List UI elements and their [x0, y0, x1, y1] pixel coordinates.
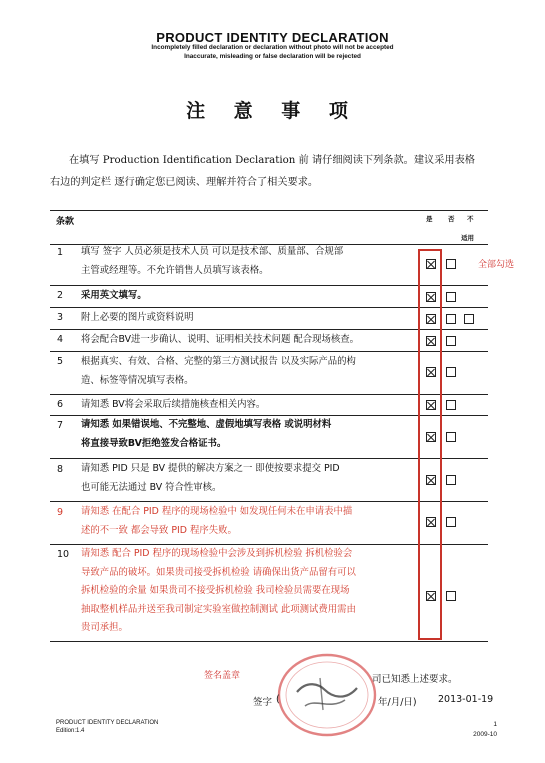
table-header-item: 条款	[56, 217, 75, 227]
sign-label: 签字	[253, 697, 273, 708]
checkbox-no[interactable]	[446, 314, 456, 324]
footer-doc-name: PRODUCT IDENTITY DECLARATION	[56, 720, 159, 726]
row-number: 8	[57, 464, 64, 475]
sign-open-paren: (	[276, 694, 280, 705]
footer-right	[473, 720, 497, 740]
row-line: 请知悉 在配合 PID 程序的现场检验中 如发现任何未在申请表中描	[81, 506, 353, 517]
company-stamp-icon	[275, 650, 380, 740]
checkbox-no[interactable]	[446, 400, 456, 410]
checkbox-not-applicable[interactable]	[464, 314, 474, 324]
row-number: 4	[57, 334, 64, 345]
column-header-no: 否	[448, 215, 455, 223]
footer-page-number: 1	[493, 721, 497, 728]
table-row-text	[81, 503, 413, 540]
row-line: 附上必要的图片或资料说明	[81, 312, 194, 323]
intro-line-2: 右边的判定栏 逐行确定您已阅读、理解并符合了相关要求。	[50, 177, 319, 188]
row-line: 填写 签字 人员必须是技术人员 可以是技术部、质量部、合规部	[81, 246, 344, 257]
row-number: 9	[57, 507, 64, 518]
row-number: 3	[57, 312, 64, 323]
row-number: 1	[57, 247, 64, 258]
document-title: PRODUCT IDENTITY DECLARATION	[156, 30, 389, 45]
notice-title: 注 意 事 项	[186, 100, 359, 122]
row-line: 将会配合BV进一步确认、说明、证明相关技术问题 配合现场核查。	[81, 334, 360, 345]
row-line: 根据真实、有效、合格、完整的第三方测试报告 以及实际产品的构	[81, 356, 356, 367]
table-row-text	[81, 416, 413, 453]
confirm-text: 司已知悉上述要求。	[372, 674, 458, 685]
row-line: 也可能无法通过 BV 符合性审核。	[81, 481, 222, 493]
checkbox-no[interactable]	[446, 336, 456, 346]
row-number: 5	[57, 356, 64, 367]
footer-left	[56, 720, 158, 735]
select-all-annotation: 全部勾选	[478, 260, 515, 270]
table-bottom-rule	[50, 641, 488, 642]
row-line: 请知悉 如果错误地、不完整地、虚假地填写表格 或说明材料	[81, 419, 332, 430]
table-row-text	[81, 460, 413, 497]
footer-date: 2009-10	[473, 731, 497, 738]
row-line: 抽取整机样品并送至我司制定实验室做控制测试 此项测试费用需由	[81, 603, 356, 615]
row-line: 请知悉 BV将会采取后续措施核查相关内容。	[81, 399, 266, 410]
intro-line-1: 在填写 Production Identification Declaration 前 请仔细阅读下列条款。建议采用表格	[69, 155, 475, 166]
row-line: 拆机检验的余量 如果贵司不接受拆机检验 我司检验员需要在现场	[81, 585, 350, 596]
column-header-na-1: 不	[467, 215, 474, 223]
checkbox-no[interactable]	[446, 475, 456, 485]
column-header-na-2: 适用	[461, 234, 474, 242]
row-number: 10	[57, 549, 70, 560]
checkbox-no[interactable]	[446, 292, 456, 302]
table-row-text	[81, 243, 413, 280]
row-line: 采用英文填写。	[81, 290, 147, 301]
row-line: 主管或经理等。不允许销售人员填写该表格。	[81, 264, 269, 276]
row-line: 造、标签等情况填写表格。	[81, 374, 194, 386]
document-subtitle-1: Incompletely filled declaration or declaration without photo will not be accepted	[151, 44, 394, 51]
checkbox-no[interactable]	[446, 367, 456, 377]
date-label: 年/月/日)	[378, 697, 417, 708]
checkbox-no[interactable]	[446, 432, 456, 442]
row-line: 导致产品的破坏。如果贵司接受拆机检验 请确保出货产品留有可以	[81, 566, 356, 578]
checkbox-no[interactable]	[446, 517, 456, 527]
row-line: 贵司承担。	[81, 622, 128, 633]
table-row-text	[81, 287, 413, 306]
row-line: 将直接导致BV拒绝签发合格证书。	[81, 437, 227, 449]
row-line: 述的不一致 都会导致 PID 程序失败。	[81, 524, 237, 536]
intro-paragraph	[50, 150, 500, 194]
checkbox-no[interactable]	[446, 591, 456, 601]
row-number: 7	[57, 420, 64, 431]
select-all-highlight-box	[418, 249, 442, 640]
table-row-text	[81, 545, 413, 638]
table-row-text	[81, 353, 413, 390]
table-row-text	[81, 331, 413, 350]
checkbox-no[interactable]	[446, 259, 456, 269]
row-line: 请知悉 配合 PID 程序的现场检验中会涉及到拆机检验 拆机检验会	[81, 548, 353, 559]
row-line: 请知悉 PID 只是 BV 提供的解决方案之一 即使按要求提交 PID	[81, 463, 340, 474]
column-header-yes: 是	[426, 215, 433, 223]
table-row-text	[81, 396, 413, 415]
table-top-rule	[50, 210, 488, 211]
sign-stamp-annotation: 签名盖章	[204, 671, 241, 681]
footer-edition: Edition:1.4	[56, 727, 85, 734]
date-value: 2013-01-19	[438, 694, 494, 705]
row-number: 6	[57, 399, 64, 410]
row-number: 2	[57, 290, 64, 301]
table-row-text	[81, 309, 413, 328]
document-subtitle-2: Inaccurate, misleading or false declaration will be rejected	[184, 53, 361, 60]
